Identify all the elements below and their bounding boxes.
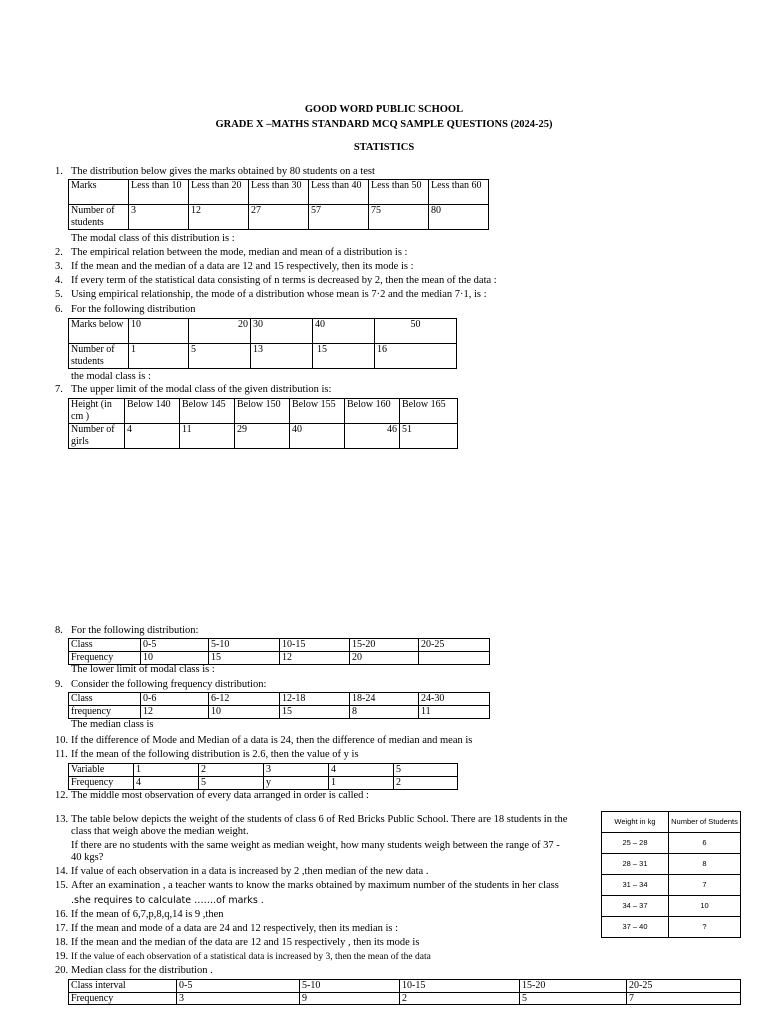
table-cell: 7	[669, 875, 741, 896]
question-13: 13. The table below depicts the weight of the students of class 6 of Red Bricks Public School. There are 18 students in the	[55, 814, 568, 825]
table-cell: 5	[199, 777, 264, 790]
question-15: 15. After an examination , a teacher wants to know the marks obtained by maximum number of the students in her class	[55, 880, 559, 891]
table-cell: 15	[209, 652, 280, 665]
table-cell: 15-20	[520, 980, 627, 993]
table-cell: 0-5	[141, 639, 209, 652]
table-cell: Frequency	[69, 652, 141, 665]
table-cell: 12	[141, 706, 209, 719]
table-cell: ?	[669, 917, 741, 938]
table-cell: Below 145	[180, 399, 235, 424]
table-cell: 40	[313, 319, 375, 344]
table-cell: Less than 60	[429, 180, 489, 205]
table-cell: Frequency	[69, 992, 177, 1005]
q9-prompt: The median class is	[71, 719, 154, 730]
table-header: Number of Students	[669, 812, 741, 833]
table-cell: 13	[251, 344, 313, 369]
table-cell: 40	[290, 424, 345, 449]
table-cell: 2	[199, 764, 264, 777]
question-6: 6. For the following distribution	[55, 304, 196, 315]
table-cell: 16	[375, 344, 457, 369]
table-cell: 30	[251, 319, 313, 344]
table-cell: 20	[350, 652, 419, 665]
table-cell: Less than 30	[249, 180, 309, 205]
table-cell: 2	[394, 777, 458, 790]
table-cell: 12-18	[280, 693, 350, 706]
table-cell: 27	[249, 205, 309, 230]
question-4: 4. If every term of the statistical data consisting of n terms is decreased by 2, then the mean of the data :	[55, 275, 497, 286]
table-cell: 75	[369, 205, 429, 230]
table-cell: 46	[345, 424, 400, 449]
question-11: 11. If the mean of the following distribution is 2.6, then the value of y is	[55, 749, 359, 760]
table-cell: Height (in cm )	[69, 399, 125, 424]
q8-class-table	[68, 638, 490, 665]
table-cell: 5-10	[300, 980, 400, 993]
q6-marks-table	[68, 318, 457, 369]
question-20: 20. Median class for the distribution .	[55, 965, 213, 976]
table-cell: 10	[129, 319, 189, 344]
q20-class-interval-table	[68, 979, 741, 1005]
q11-variable-table	[68, 763, 458, 790]
table-cell: 25 – 28	[602, 833, 669, 854]
table-cell	[419, 652, 490, 665]
table-cell: 6	[669, 833, 741, 854]
q1-prompt: The modal class of this distribution is :	[71, 233, 235, 244]
question-12: 12. The middle most observation of every data arranged in order is called :	[55, 790, 369, 801]
table-cell: Less than 10	[129, 180, 189, 205]
table-cell: 9	[300, 992, 400, 1005]
question-16: 16. If the mean of 6,7,p,8,q,14 is 9 ,then	[55, 909, 224, 920]
table-cell: 5	[394, 764, 458, 777]
question-9: 9. Consider the following frequency distribution:	[55, 679, 267, 690]
table-cell: Number of students	[69, 344, 129, 369]
table-cell: 80	[429, 205, 489, 230]
table-cell: 20-25	[627, 980, 741, 993]
question-5: 5. Using empirical relationship, the mode of a distribution whose mean is 7·2 and the median 7·1, is :	[55, 289, 487, 300]
table-cell: 4	[329, 764, 394, 777]
q13-line-2: class that weigh above the median weight.	[71, 826, 249, 837]
table-cell: Below 160	[345, 399, 400, 424]
question-2: 2. The empirical relation between the mode, median and mean of a distribution is :	[55, 247, 408, 258]
q1-marks-table	[68, 179, 489, 230]
table-cell: Less than 20	[189, 180, 249, 205]
table-cell: 31 – 34	[602, 875, 669, 896]
table-cell: Class	[69, 639, 141, 652]
table-cell: Marks	[69, 180, 129, 205]
table-cell: 3	[177, 992, 300, 1005]
table-cell: Below 165	[400, 399, 458, 424]
table-cell: 57	[309, 205, 369, 230]
q6-prompt: the modal class is :	[71, 371, 151, 382]
q15-line-2: .she requires to calculate …….of marks .	[71, 895, 264, 906]
table-cell: 0-6	[141, 693, 209, 706]
table-cell: 1	[129, 344, 189, 369]
q13-line-3: If there are no students with the same weight as median weight, how many students weigh between the range of 37 -	[71, 840, 560, 851]
table-cell: 7	[627, 992, 741, 1005]
table-cell: 15	[280, 706, 350, 719]
table-cell: 0-5	[177, 980, 300, 993]
table-cell: 6-12	[209, 693, 280, 706]
table-cell: Number of students	[69, 205, 129, 230]
table-cell: 1	[329, 777, 394, 790]
table-cell: 4	[125, 424, 180, 449]
question-3: 3. If the mean and the median of a data are 12 and 15 respectively, then its mode is :	[55, 261, 414, 272]
table-cell: 10	[141, 652, 209, 665]
table-cell: 5	[520, 992, 627, 1005]
table-cell: Marks below	[69, 319, 129, 344]
table-cell: 29	[235, 424, 290, 449]
table-cell: 12	[189, 205, 249, 230]
table-cell: 20	[189, 319, 251, 344]
table-cell: Frequency	[69, 777, 134, 790]
table-cell: 4	[134, 777, 199, 790]
table-cell: 10	[209, 706, 280, 719]
table-cell: Less than 50	[369, 180, 429, 205]
q8-prompt: The lower limit of modal class is :	[71, 664, 215, 675]
table-cell: 18-24	[350, 693, 419, 706]
table-cell: 3	[129, 205, 189, 230]
table-cell: 8	[350, 706, 419, 719]
table-cell: 15-20	[350, 639, 419, 652]
question-17: 17. If the mean and mode of a data are 24 and 12 respectively, then its median is :	[55, 923, 399, 934]
table-cell: 24-30	[419, 693, 490, 706]
table-cell: Variable	[69, 764, 134, 777]
table-cell: frequency	[69, 706, 141, 719]
table-cell: Class interval	[69, 980, 177, 993]
table-cell: 50	[375, 319, 457, 344]
table-cell: 51	[400, 424, 458, 449]
question-8: 8. For the following distribution:	[55, 625, 199, 636]
table-cell: 10	[669, 896, 741, 917]
question-19: 19. If the value of each observation of a statistical data is increased by 3, then the mean of the data	[55, 951, 431, 962]
table-cell: Class	[69, 693, 141, 706]
table-cell: 10-15	[400, 980, 520, 993]
table-cell: 8	[669, 854, 741, 875]
table-cell: 37 – 40	[602, 917, 669, 938]
table-cell: 3	[264, 764, 329, 777]
table-cell: 5	[189, 344, 251, 369]
q13-weight-table	[601, 811, 741, 938]
question-1: 1. The distribution below gives the marks obtained by 80 students on a test	[55, 166, 375, 177]
table-cell: 15	[313, 344, 375, 369]
table-cell: 1	[134, 764, 199, 777]
school-name: GOOD WORD PUBLIC SCHOOL	[304, 104, 464, 115]
table-cell: Below 150	[235, 399, 290, 424]
table-cell: 20-25	[419, 639, 490, 652]
table-cell: 11	[180, 424, 235, 449]
table-cell: 12	[280, 652, 350, 665]
table-cell: Below 140	[125, 399, 180, 424]
question-10: 10. If the difference of Mode and Median of a data is 24, then the difference of median and mean is	[55, 735, 473, 746]
paper-title: GRADE X –MATHS STANDARD MCQ SAMPLE QUESTIONS (2024-25)	[215, 119, 553, 130]
table-cell: Less than 40	[309, 180, 369, 205]
topic-title: STATISTICS	[353, 142, 415, 153]
table-cell: Number of girls	[69, 424, 125, 449]
table-cell: 10-15	[280, 639, 350, 652]
table-cell: y	[264, 777, 329, 790]
question-14: 14. If value of each observation in a data is increased by 2 ,then median of the new data .	[55, 866, 429, 877]
table-cell: Below 155	[290, 399, 345, 424]
question-7: 7. The upper limit of the modal class of the given distribution is:	[55, 384, 332, 395]
table-cell: 34 – 37	[602, 896, 669, 917]
q9-class-table	[68, 692, 490, 719]
q13-line-4: 40 kgs?	[71, 852, 104, 863]
table-cell: 28 – 31	[602, 854, 669, 875]
table-cell: 2	[400, 992, 520, 1005]
table-cell: 11	[419, 706, 490, 719]
table-cell: 5-10	[209, 639, 280, 652]
table-header: Weight in kg	[602, 812, 669, 833]
q7-height-table	[68, 398, 458, 449]
question-18: 18. If the mean and the median of the data are 12 and 15 respectively , then its mode is	[55, 937, 420, 948]
